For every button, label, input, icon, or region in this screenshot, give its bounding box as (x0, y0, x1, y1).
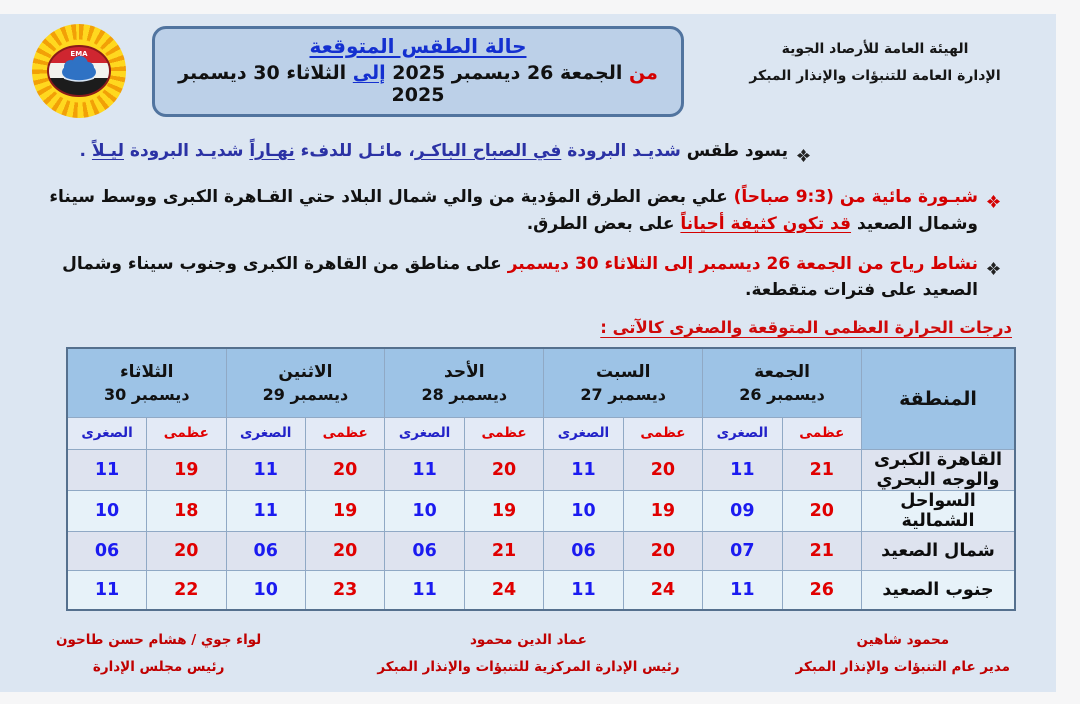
signatures (0, 611, 1056, 681)
min-temp: 11 (544, 570, 623, 610)
signatory-title: رئيس الإدارة المركزية للتنبؤات والإنذار المبكر (377, 658, 680, 675)
table-heading: درجات الحرارة العظمى المتوقعة والصغرى كالآتى : (600, 317, 1012, 337)
text-segment: ليـلاً (91, 141, 124, 161)
min-temp: 11 (703, 570, 782, 610)
min-temp: 11 (67, 449, 147, 490)
max-temp: 23 (305, 570, 384, 610)
min-label: الصغرى (67, 417, 147, 449)
max-temp: 21 (464, 531, 543, 570)
day-date: 29 ديسمبر (262, 384, 349, 404)
min-temp: 06 (67, 531, 147, 570)
min-temp: 10 (67, 490, 147, 531)
signature-block (56, 627, 261, 681)
min-temp: 11 (67, 570, 147, 610)
signatory-name: محمود شاهين (856, 631, 950, 648)
min-label: الصغرى (703, 417, 782, 449)
text-segment: شبـورة مائية من (9:3 صباحاً) (733, 187, 978, 208)
table-head (67, 348, 1015, 450)
max-label: عظمى (147, 417, 226, 449)
max-temp: 24 (623, 570, 702, 610)
day-date: 30 ديسمبر (103, 384, 190, 404)
bullet-text (40, 184, 978, 237)
signatory-title: رئيس مجلس الإدارة (92, 658, 225, 675)
org-name-block (710, 24, 1040, 89)
day-date: 27 ديسمبر (580, 384, 666, 404)
max-temp: 24 (464, 570, 543, 610)
day-name: الأحد (444, 361, 485, 382)
day-header (544, 348, 703, 418)
bullet-item (40, 251, 1000, 304)
max-temp: 20 (782, 490, 861, 531)
bullet-text (80, 138, 788, 164)
min-temp: 11 (544, 449, 623, 490)
min-temp: 10 (385, 490, 464, 531)
temperature-table (66, 347, 1016, 611)
table-header-row (67, 348, 1015, 418)
text-segment: علي بعض الطرق المؤدية من والي شمال البلاد حتي القـاهرة الكبرى ووسط سيناء وشمال الصعيد (49, 187, 978, 234)
max-label: عظمى (782, 417, 861, 449)
text-segment: من (628, 62, 658, 84)
text-segment: إلى (352, 62, 386, 84)
bullet-diamond-icon (797, 144, 810, 170)
min-temp: 06 (385, 531, 464, 570)
max-temp: 20 (305, 531, 384, 570)
min-temp: 09 (703, 490, 782, 531)
max-temp: 20 (464, 449, 543, 490)
min-label: الصغرى (544, 417, 623, 449)
max-temp: 20 (623, 531, 702, 570)
text-segment: نهـاراً (249, 141, 295, 161)
min-temp: 06 (544, 531, 623, 570)
ema-emblem-icon (46, 44, 112, 98)
table-row (67, 449, 1015, 490)
text-segment: شديـد البرودة (123, 141, 250, 161)
min-temp: 11 (226, 490, 305, 531)
bullet-diamond-icon (987, 257, 1000, 283)
table-row (67, 531, 1015, 570)
weather-bulletin-document (0, 14, 1056, 692)
text-segment: قد تكون كثيفة أحياناً (680, 213, 852, 234)
title-box (152, 26, 684, 117)
min-temp: 07 (703, 531, 782, 570)
region-name: جنوب الصعيد (862, 570, 1016, 610)
signatory-name: عماد الدين محمود (469, 631, 587, 648)
day-header (67, 348, 226, 418)
logo-text: EMA (70, 50, 88, 58)
max-temp: 26 (782, 570, 861, 610)
page-title: حالة الطقس المتوقعة (309, 34, 527, 58)
ema-logo (32, 24, 126, 118)
max-temp: 22 (147, 570, 226, 610)
bullet-item (40, 138, 810, 170)
max-label: عظمى (623, 417, 702, 449)
table-row (67, 490, 1015, 531)
day-name: الجمعة (754, 361, 810, 382)
text-segment: . (79, 141, 92, 161)
bullets (0, 118, 1056, 304)
text-segment: الجمعة 26 ديسمبر 2025 (385, 62, 629, 84)
text-segment: نشاط رياح من الجمعة 26 ديسمبر إلى الثلاثاء 30 ديسمبر (507, 254, 978, 275)
bullet-diamond-icon (987, 190, 1000, 216)
date-range (165, 62, 671, 106)
day-header (226, 348, 385, 418)
signatory-title: مدير عام التنبؤات والإنذار المبكر (795, 658, 1010, 675)
signatory-name: لواء جوي / هشام حسن طاحون (56, 631, 262, 648)
min-temp: 11 (226, 449, 305, 490)
header (0, 14, 1056, 118)
max-temp: 19 (147, 449, 226, 490)
day-name: الاثنين (278, 361, 333, 382)
max-temp: 21 (782, 449, 861, 490)
table-body (67, 449, 1015, 610)
max-label: عظمى (305, 417, 384, 449)
region-name: شمال الصعيد (862, 531, 1016, 570)
max-temp: 19 (623, 490, 702, 531)
min-temp: 11 (385, 449, 464, 490)
min-label: الصغرى (226, 417, 305, 449)
day-header (385, 348, 544, 418)
max-temp: 20 (305, 449, 384, 490)
text-segment: ، مائـل للدفء (294, 141, 415, 161)
min-temp: 11 (703, 449, 782, 490)
day-name: الثلاثاء (119, 361, 174, 382)
signature-block (377, 627, 679, 681)
max-temp: 21 (782, 531, 861, 570)
text-segment: الثلاثاء 30 ديسمبر 2025 (178, 62, 445, 106)
min-label: الصغرى (385, 417, 464, 449)
max-temp: 19 (464, 490, 543, 531)
table-row (67, 570, 1015, 610)
max-temp: 18 (147, 490, 226, 531)
day-date: 26 ديسمبر (739, 384, 825, 404)
org-line-1: الهيئة العامة للأرصاد الجوية (781, 41, 969, 57)
max-label: عظمى (464, 417, 543, 449)
day-name: السبت (595, 361, 651, 382)
day-header (703, 348, 862, 418)
org-line-2: الإدارة العامة للتنبؤات والإنذار المبكر (749, 67, 1001, 84)
min-temp: 10 (544, 490, 623, 531)
text-segment: على مناطق من القاهرة الكبرى وجنوب سيناء وشمال الصعيد على فترات متقطعة. (62, 254, 978, 301)
max-temp: 20 (147, 531, 226, 570)
text-segment: يسود طقس (680, 141, 788, 161)
max-temp: 19 (305, 490, 384, 531)
bullet-text (40, 251, 978, 304)
text-segment: شديـد البرودة (561, 141, 681, 161)
bullet-item (40, 184, 1000, 237)
min-temp: 10 (226, 570, 305, 610)
min-temp: 06 (226, 531, 305, 570)
min-temp: 11 (385, 570, 464, 610)
region-name: السواحل الشمالية (862, 490, 1016, 531)
text-segment: في الصباح الباكـر (414, 141, 562, 161)
max-temp: 20 (623, 449, 702, 490)
region-column-header: المنطقة (862, 348, 1016, 450)
text-segment: على بعض الطرق. (526, 213, 681, 234)
day-date: 28 ديسمبر (421, 384, 508, 404)
signature-block (796, 627, 1010, 681)
region-name: القاهرة الكبرى والوجه البحري (862, 449, 1016, 490)
